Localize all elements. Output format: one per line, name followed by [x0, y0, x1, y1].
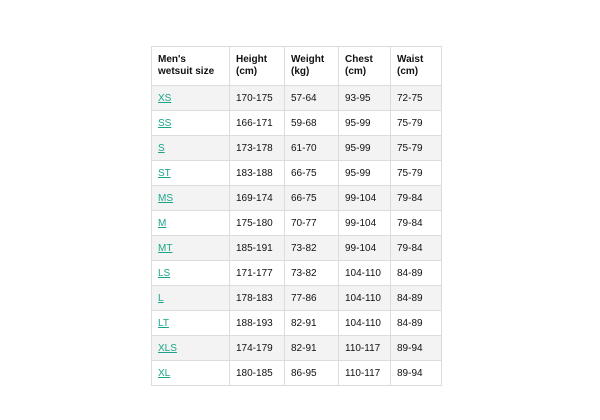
table-row — [152, 111, 442, 136]
size-link[interactable]: LS — [158, 267, 171, 279]
table-row — [152, 236, 442, 261]
header-size: Men's wetsuit size — [152, 47, 230, 86]
waist-cell: 79-84 — [391, 236, 442, 261]
height-cell: 169-174 — [230, 186, 285, 211]
height-cell: 175-180 — [230, 211, 285, 236]
waist-cell: 84-89 — [391, 311, 442, 336]
chest-cell: 95-99 — [339, 136, 391, 161]
table-row — [152, 261, 442, 286]
size-link[interactable]: XLS — [158, 342, 177, 354]
size-cell — [152, 286, 230, 311]
size-link[interactable]: M — [158, 217, 167, 229]
size-cell — [152, 261, 230, 286]
size-cell — [152, 211, 230, 236]
size-cell — [152, 86, 230, 111]
waist-cell: 79-84 — [391, 186, 442, 211]
header-height: Height (cm) — [230, 47, 285, 86]
table-header-row — [152, 47, 442, 86]
chest-cell: 99-104 — [339, 211, 391, 236]
weight-cell: 77-86 — [285, 286, 339, 311]
table-row — [152, 311, 442, 336]
table-row — [152, 211, 442, 236]
waist-cell: 75-79 — [391, 161, 442, 186]
table-row — [152, 286, 442, 311]
weight-cell: 57-64 — [285, 86, 339, 111]
waist-cell: 75-79 — [391, 111, 442, 136]
size-cell — [152, 161, 230, 186]
size-link[interactable]: SS — [158, 117, 172, 129]
chest-cell: 104-110 — [339, 311, 391, 336]
waist-cell: 84-89 — [391, 286, 442, 311]
weight-cell: 73-82 — [285, 261, 339, 286]
height-cell: 180-185 — [230, 361, 285, 386]
size-link[interactable]: XL — [158, 367, 171, 379]
height-cell: 171-177 — [230, 261, 285, 286]
waist-cell: 79-84 — [391, 211, 442, 236]
table-row — [152, 186, 442, 211]
weight-cell: 82-91 — [285, 311, 339, 336]
chest-cell: 110-117 — [339, 361, 391, 386]
chest-cell: 99-104 — [339, 186, 391, 211]
table-body — [152, 86, 442, 386]
size-link[interactable]: MT — [158, 242, 173, 254]
size-cell — [152, 311, 230, 336]
weight-cell: 66-75 — [285, 161, 339, 186]
height-cell: 170-175 — [230, 86, 285, 111]
height-cell: 183-188 — [230, 161, 285, 186]
table-row — [152, 161, 442, 186]
weight-cell: 70-77 — [285, 211, 339, 236]
waist-cell: 84-89 — [391, 261, 442, 286]
waist-cell: 72-75 — [391, 86, 442, 111]
chest-cell: 95-99 — [339, 161, 391, 186]
size-link[interactable]: LT — [158, 317, 169, 329]
weight-cell: 86-95 — [285, 361, 339, 386]
weight-cell: 73-82 — [285, 236, 339, 261]
weight-cell: 66-75 — [285, 186, 339, 211]
height-cell: 173-178 — [230, 136, 285, 161]
size-link[interactable]: XS — [158, 92, 172, 104]
table-row — [152, 86, 442, 111]
height-cell: 188-193 — [230, 311, 285, 336]
size-link[interactable]: S — [158, 142, 165, 154]
height-cell: 185-191 — [230, 236, 285, 261]
table-row — [152, 336, 442, 361]
header-waist: Waist (cm) — [391, 47, 442, 86]
height-cell: 174-179 — [230, 336, 285, 361]
weight-cell: 59-68 — [285, 111, 339, 136]
waist-cell: 75-79 — [391, 136, 442, 161]
size-cell — [152, 361, 230, 386]
height-cell: 166-171 — [230, 111, 285, 136]
height-cell: 178-183 — [230, 286, 285, 311]
chest-cell: 104-110 — [339, 286, 391, 311]
size-chart-table — [151, 46, 442, 386]
chest-cell: 99-104 — [339, 236, 391, 261]
size-link[interactable]: L — [158, 292, 164, 304]
waist-cell: 89-94 — [391, 361, 442, 386]
header-chest: Chest (cm) — [339, 47, 391, 86]
size-cell — [152, 186, 230, 211]
table-row — [152, 361, 442, 386]
weight-cell: 61-70 — [285, 136, 339, 161]
waist-cell: 89-94 — [391, 336, 442, 361]
size-cell — [152, 111, 230, 136]
chest-cell: 110-117 — [339, 336, 391, 361]
size-link[interactable]: ST — [158, 167, 171, 179]
size-cell — [152, 236, 230, 261]
size-link[interactable]: MS — [158, 192, 173, 204]
size-cell — [152, 136, 230, 161]
weight-cell: 82-91 — [285, 336, 339, 361]
header-weight: Weight (kg) — [285, 47, 339, 86]
chest-cell: 95-99 — [339, 111, 391, 136]
table-row — [152, 136, 442, 161]
chest-cell: 93-95 — [339, 86, 391, 111]
size-cell — [152, 336, 230, 361]
chest-cell: 104-110 — [339, 261, 391, 286]
